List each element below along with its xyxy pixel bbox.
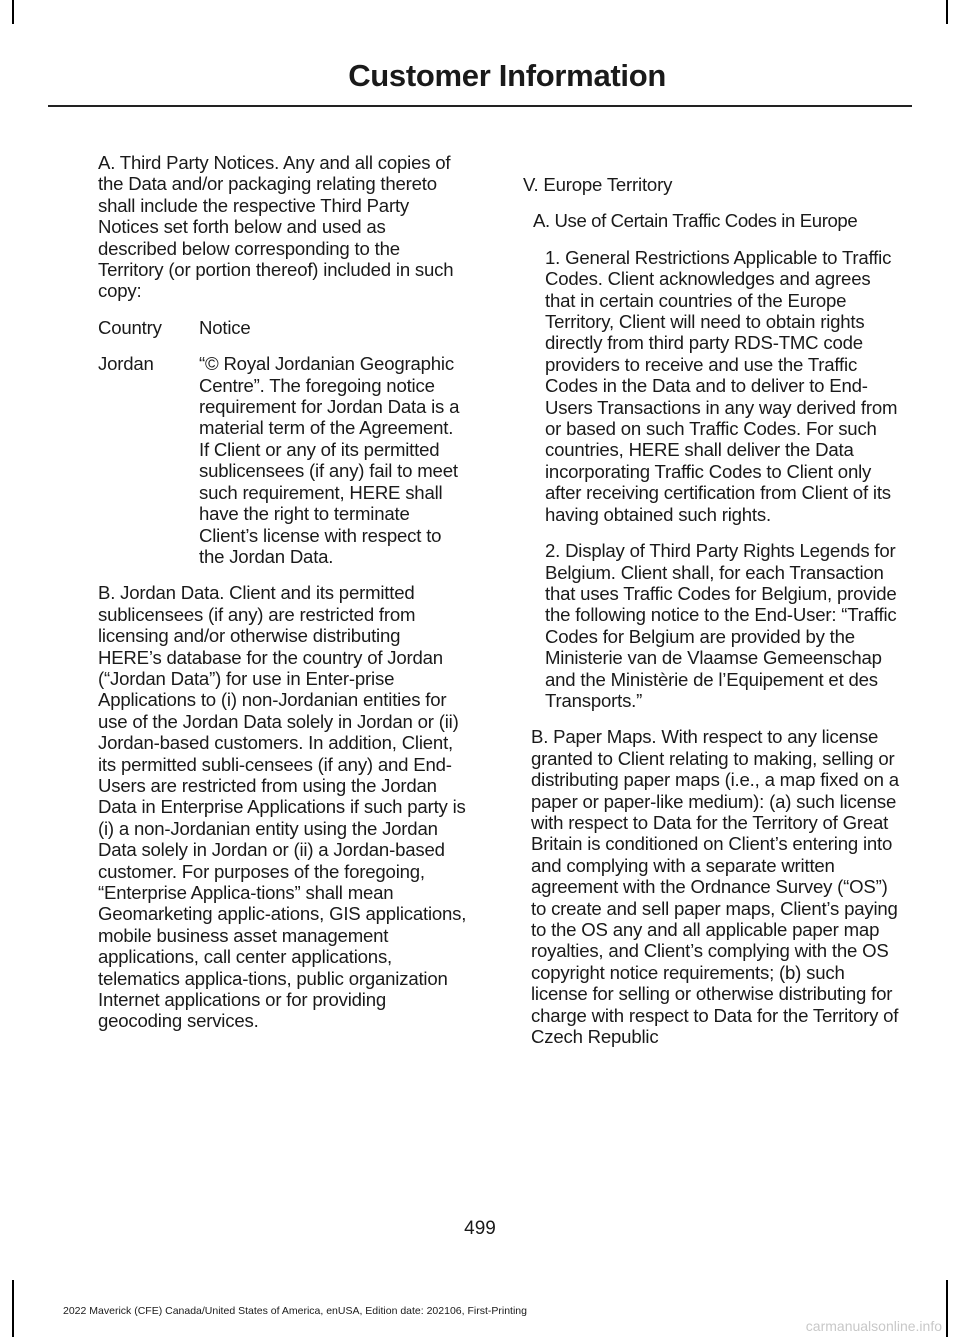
crop-mark-bottom-left [12, 1280, 14, 1337]
header-divider [48, 105, 912, 107]
table-header-notice: Notice [199, 316, 251, 338]
page-title: Customer Information [348, 58, 666, 93]
right-column [523, 174, 901, 1062]
paragraph-jordan-data: B. Jordan Data. Client and its permitted sublicensees (if any) are restricted from licensing and/or otherwise distributing HERE’s database for the country of Jordan (“Jordan Data”) for use in Enter-prise Applications to (i) non-Jordanian entities for use of the Jordan Data solely in Jordan or (ii) Jordan-based customers. In addition, Client, its permitted subli-censees (if any) and End-Users are restricted from using the Jordan Data in Enterprise Applications if such party is (i) a non-Jordanian entity using the Jordan Data solely in Jordan or (ii) a Jordan-based customer. For purposes of the foregoing, “Enterprise Applica-tions” shall mean Geomarketing applic-ations, GIS applications, mobile business asset management applications, call center applications, telematics applica-tions, public organization Internet applications or for providing geocoding services. [98, 582, 467, 1032]
paragraph-paper-maps: B. Paper Maps. With respect to any license granted to Client relating to making, selling or distributing paper maps (i.e., a map fixed on a paper or paper-like medium): (a) such license with respect to Data for the Territory of Great Britain is conditioned on Client’s entering into and complying with a separate written agreement with the Ordnance Survey (“OS”) to create and sell paper maps, Client’s paying to the OS any and all applicable paper map royalties, and Client’s complying with the OS copyright notice requirements; (b) such license for selling or otherwise distributing for charge with respect to Data for the Territory of Czech Republic [531, 726, 899, 1048]
notice-table-header [98, 317, 468, 338]
paragraph-belgium-legends: 2. Display of Third Party Rights Legends for Belgium. Client shall, for each Transaction that uses Traffic Codes for Belgium, provide the following notice to the End-User: “Traffic Codes for Belgium are provided by the Ministerie van de Vlaamse Gemeenschap and the Ministèrie de l’Equipement et des Transports.” [545, 540, 897, 711]
crop-mark-top-left [12, 0, 14, 24]
table-row [98, 353, 468, 567]
left-column [98, 152, 468, 1047]
page-number: 499 [464, 1218, 496, 1239]
paragraph-third-party-notices: A. Third Party Notices. Any and all copies of the Data and/or packaging relating thereto shall include the respective Third Party Notices set forth below and used as described below corresponding to the Territory (or portion thereof) included in such copy: [98, 152, 454, 302]
table-cell-country: Jordan [98, 353, 154, 375]
crop-mark-top-right [946, 0, 948, 24]
paragraph-general-restrictions: 1. General Restrictions Applicable to Traffic Codes. Client acknowledges and agrees that in certain countries of the Europe Territory, Client will need to obtain rights directly from third party RDS-TMC code providers to receive and use the Traffic Codes in the Data and to deliver to End-Users Transactions in any way derived from or based on such Traffic Codes. For such countries, HERE shall deliver the Data incorporating Traffic Codes to Client only after receiving certification from Client of its having obtained such rights. [545, 246, 898, 525]
heading-europe-territory: V. Europe Territory [523, 174, 673, 195]
footer-edition-info: 2022 Maverick (CFE) Canada/United States of America, enUSA, Edition date: 202106, First-Printing [63, 1305, 527, 1317]
watermark: carmanualsonline.info [805, 1318, 942, 1334]
crop-mark-bottom-right [946, 1280, 948, 1337]
notice-table [98, 317, 468, 567]
table-header-country: Country [98, 316, 162, 338]
table-cell-notice: “© Royal Jordanian Geographic Centre”. The foregoing notice requirement for Jordan Data is a material term of the Agreement. If Client or any of its permitted sublicensees (if any) fail to meet such requirement, HERE shall have the right to terminate Client’s license with respect to the Jordan Data. [199, 353, 460, 567]
heading-traffic-codes: A. Use of Certain Traffic Codes in Europe [533, 210, 858, 232]
